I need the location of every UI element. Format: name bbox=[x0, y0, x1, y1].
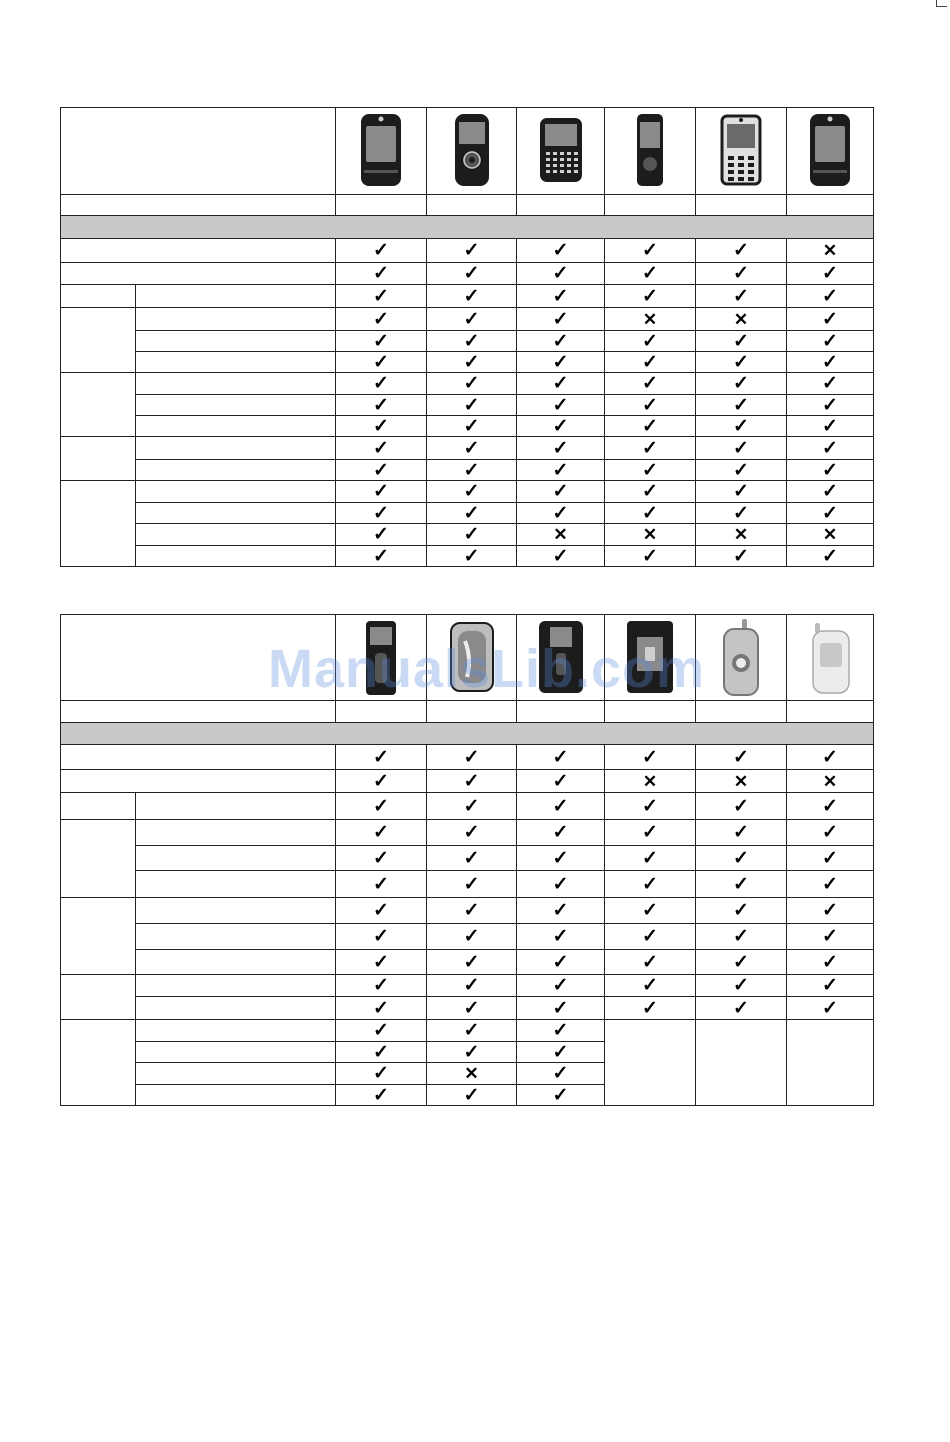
feature-label-cell bbox=[61, 263, 336, 285]
check-mark-icon: ✓ bbox=[787, 373, 874, 395]
cross-mark-icon: ✕ bbox=[427, 1063, 517, 1085]
check-mark-icon: ✓ bbox=[517, 871, 605, 898]
feature-sub-label-cell bbox=[136, 997, 336, 1020]
check-mark-icon: ✓ bbox=[427, 997, 517, 1020]
check-mark-icon: ✓ bbox=[787, 871, 874, 898]
check-mark-icon: ✓ bbox=[605, 546, 696, 567]
check-mark-icon: ✓ bbox=[605, 975, 696, 997]
feature-row bbox=[61, 460, 874, 481]
check-mark-icon: ✓ bbox=[696, 239, 787, 263]
model-name-row bbox=[61, 195, 874, 216]
check-mark-icon: ✓ bbox=[427, 975, 517, 997]
check-mark-icon: ✓ bbox=[336, 1020, 427, 1042]
model-name-cell bbox=[696, 195, 787, 216]
check-mark-icon: ✓ bbox=[605, 331, 696, 352]
feature-sub-label-cell bbox=[136, 546, 336, 567]
check-mark-icon: ✓ bbox=[427, 546, 517, 567]
check-mark-icon: ✓ bbox=[605, 373, 696, 395]
check-mark-icon: ✓ bbox=[427, 239, 517, 263]
feature-sub-label-cell bbox=[136, 950, 336, 975]
check-mark-icon: ✓ bbox=[517, 285, 605, 308]
check-mark-icon: ✓ bbox=[605, 950, 696, 975]
check-mark-icon: ✓ bbox=[696, 745, 787, 770]
merged-blank-cell bbox=[696, 1020, 787, 1106]
feature-row bbox=[61, 924, 874, 950]
feature-sub-label-cell bbox=[136, 975, 336, 997]
feature-sub-label-cell bbox=[136, 308, 336, 331]
check-mark-icon: ✓ bbox=[696, 820, 787, 846]
feature-row bbox=[61, 437, 874, 460]
check-mark-icon: ✓ bbox=[517, 950, 605, 975]
check-mark-icon: ✓ bbox=[336, 239, 427, 263]
check-mark-icon: ✓ bbox=[605, 503, 696, 524]
check-mark-icon: ✓ bbox=[605, 352, 696, 373]
check-mark-icon: ✓ bbox=[787, 352, 874, 373]
check-mark-icon: ✓ bbox=[696, 503, 787, 524]
check-mark-icon: ✓ bbox=[427, 308, 517, 331]
check-mark-icon: ✓ bbox=[336, 503, 427, 524]
check-mark-icon: ✓ bbox=[696, 416, 787, 437]
check-mark-icon: ✓ bbox=[427, 924, 517, 950]
feature-sub-label-cell bbox=[136, 1020, 336, 1042]
check-mark-icon: ✓ bbox=[427, 416, 517, 437]
feature-sub-label-cell bbox=[136, 1063, 336, 1085]
feature-sub-label-cell bbox=[136, 395, 336, 416]
check-mark-icon: ✓ bbox=[517, 373, 605, 395]
feature-sub-label-cell bbox=[136, 1042, 336, 1063]
feature-sub-label-cell bbox=[136, 871, 336, 898]
feature-sub-label-cell bbox=[136, 416, 336, 437]
pink-flip-phone-icon bbox=[787, 615, 874, 701]
check-mark-icon: ✓ bbox=[605, 924, 696, 950]
model-name-cell bbox=[787, 701, 874, 723]
check-mark-icon: ✓ bbox=[336, 308, 427, 331]
check-mark-icon: ✓ bbox=[336, 1042, 427, 1063]
check-mark-icon: ✓ bbox=[787, 416, 874, 437]
model-name-cell bbox=[787, 195, 874, 216]
feature-sub-label-cell bbox=[136, 793, 336, 820]
check-mark-icon: ✓ bbox=[427, 1085, 517, 1106]
check-mark-icon: ✓ bbox=[696, 898, 787, 924]
model-name-row bbox=[61, 701, 874, 723]
feature-row bbox=[61, 373, 874, 395]
feature-label-cell bbox=[61, 239, 336, 263]
check-mark-icon: ✓ bbox=[696, 395, 787, 416]
model-name-cell bbox=[605, 701, 696, 723]
check-mark-icon: ✓ bbox=[336, 524, 427, 546]
section-header-cell bbox=[61, 216, 874, 239]
cross-mark-icon: ✕ bbox=[605, 524, 696, 546]
check-mark-icon: ✓ bbox=[787, 820, 874, 846]
feature-row bbox=[61, 331, 874, 352]
check-mark-icon: ✓ bbox=[517, 745, 605, 770]
check-mark-icon: ✓ bbox=[336, 1085, 427, 1106]
feature-row bbox=[61, 820, 874, 846]
feature-row bbox=[61, 950, 874, 975]
check-mark-icon: ✓ bbox=[427, 745, 517, 770]
check-mark-icon: ✓ bbox=[787, 503, 874, 524]
check-mark-icon: ✓ bbox=[696, 793, 787, 820]
check-mark-icon: ✓ bbox=[517, 239, 605, 263]
check-mark-icon: ✓ bbox=[427, 871, 517, 898]
check-mark-icon: ✓ bbox=[517, 846, 605, 871]
cross-mark-icon: ✕ bbox=[605, 308, 696, 331]
check-mark-icon: ✓ bbox=[517, 1020, 605, 1042]
check-mark-icon: ✓ bbox=[336, 460, 427, 481]
check-mark-icon: ✓ bbox=[696, 546, 787, 567]
feature-group-cell bbox=[61, 898, 136, 975]
check-mark-icon: ✓ bbox=[605, 437, 696, 460]
feature-row bbox=[61, 793, 874, 820]
feature-group-cell bbox=[61, 437, 136, 481]
check-mark-icon: ✓ bbox=[696, 846, 787, 871]
check-mark-icon: ✓ bbox=[336, 481, 427, 503]
check-mark-icon: ✓ bbox=[787, 975, 874, 997]
model-name-cell bbox=[336, 701, 427, 723]
check-mark-icon: ✓ bbox=[336, 546, 427, 567]
antenna-flip-phone-icon bbox=[696, 615, 787, 701]
feature-group-cell bbox=[61, 373, 136, 437]
check-mark-icon: ✓ bbox=[605, 793, 696, 820]
feature-row bbox=[61, 285, 874, 308]
cross-mark-icon: ✕ bbox=[696, 770, 787, 793]
check-mark-icon: ✓ bbox=[427, 820, 517, 846]
model-name-cell bbox=[517, 195, 605, 216]
check-mark-icon: ✓ bbox=[427, 524, 517, 546]
check-mark-icon: ✓ bbox=[336, 416, 427, 437]
check-mark-icon: ✓ bbox=[336, 950, 427, 975]
check-mark-icon: ✓ bbox=[605, 846, 696, 871]
check-mark-icon: ✓ bbox=[517, 416, 605, 437]
check-mark-icon: ✓ bbox=[605, 395, 696, 416]
check-mark-icon: ✓ bbox=[787, 898, 874, 924]
check-mark-icon: ✓ bbox=[517, 481, 605, 503]
check-mark-icon: ✓ bbox=[696, 481, 787, 503]
check-mark-icon: ✓ bbox=[696, 950, 787, 975]
check-mark-icon: ✓ bbox=[696, 373, 787, 395]
check-mark-icon: ✓ bbox=[336, 997, 427, 1020]
feature-row bbox=[61, 416, 874, 437]
corner-crop-mark bbox=[936, 0, 947, 7]
feature-sub-label-cell bbox=[136, 352, 336, 373]
check-mark-icon: ✓ bbox=[336, 924, 427, 950]
model-name-cell bbox=[605, 195, 696, 216]
check-mark-icon: ✓ bbox=[605, 481, 696, 503]
feature-row bbox=[61, 975, 874, 997]
section-header-row bbox=[61, 723, 874, 745]
merged-blank-cell bbox=[605, 1020, 696, 1106]
feature-group-cell bbox=[61, 793, 136, 820]
feature-sub-label-cell bbox=[136, 524, 336, 546]
check-mark-icon: ✓ bbox=[427, 263, 517, 285]
check-mark-icon: ✓ bbox=[517, 898, 605, 924]
check-mark-icon: ✓ bbox=[517, 975, 605, 997]
check-mark-icon: ✓ bbox=[696, 997, 787, 1020]
feature-group-cell bbox=[61, 1020, 136, 1106]
merged-blank-cell bbox=[787, 1020, 874, 1106]
feature-row bbox=[61, 1020, 874, 1042]
check-mark-icon: ✓ bbox=[517, 1085, 605, 1106]
feature-sub-label-cell bbox=[136, 331, 336, 352]
check-mark-icon: ✓ bbox=[336, 373, 427, 395]
check-mark-icon: ✓ bbox=[696, 871, 787, 898]
feature-label-cell bbox=[61, 770, 336, 793]
check-mark-icon: ✓ bbox=[696, 352, 787, 373]
check-mark-icon: ✓ bbox=[605, 820, 696, 846]
check-mark-icon: ✓ bbox=[696, 331, 787, 352]
check-mark-icon: ✓ bbox=[336, 331, 427, 352]
feature-row bbox=[61, 239, 874, 263]
check-mark-icon: ✓ bbox=[787, 437, 874, 460]
feature-sub-label-cell bbox=[136, 437, 336, 460]
model-label-cell bbox=[61, 195, 336, 216]
check-mark-icon: ✓ bbox=[427, 373, 517, 395]
check-mark-icon: ✓ bbox=[427, 285, 517, 308]
watermark: ManualsLib.com bbox=[268, 639, 706, 699]
check-mark-icon: ✓ bbox=[517, 395, 605, 416]
model-name-cell bbox=[517, 701, 605, 723]
check-mark-icon: ✓ bbox=[605, 239, 696, 263]
qwerty-phone-icon bbox=[517, 108, 605, 195]
feature-row bbox=[61, 770, 874, 793]
check-mark-icon: ✓ bbox=[336, 352, 427, 373]
bar-phone-icon bbox=[696, 108, 787, 195]
check-mark-icon: ✓ bbox=[517, 820, 605, 846]
check-mark-icon: ✓ bbox=[336, 285, 427, 308]
check-mark-icon: ✓ bbox=[696, 437, 787, 460]
feature-row bbox=[61, 503, 874, 524]
check-mark-icon: ✓ bbox=[517, 997, 605, 1020]
check-mark-icon: ✓ bbox=[336, 871, 427, 898]
cross-mark-icon: ✕ bbox=[517, 524, 605, 546]
cross-mark-icon: ✕ bbox=[696, 524, 787, 546]
check-mark-icon: ✓ bbox=[427, 460, 517, 481]
feature-sub-label-cell bbox=[136, 924, 336, 950]
feature-group-cell bbox=[61, 481, 136, 567]
feature-sub-label-cell bbox=[136, 503, 336, 524]
feature-group-cell bbox=[61, 975, 136, 1020]
check-mark-icon: ✓ bbox=[787, 481, 874, 503]
feature-group-cell bbox=[61, 285, 136, 308]
check-mark-icon: ✓ bbox=[787, 997, 874, 1020]
check-mark-icon: ✓ bbox=[787, 924, 874, 950]
comparison-table-1 bbox=[60, 107, 874, 567]
check-mark-icon: ✓ bbox=[517, 1063, 605, 1085]
check-mark-icon: ✓ bbox=[605, 898, 696, 924]
cross-mark-icon: ✕ bbox=[787, 239, 874, 263]
feature-sub-label-cell bbox=[136, 1085, 336, 1106]
feature-sub-label-cell bbox=[136, 285, 336, 308]
check-mark-icon: ✓ bbox=[787, 285, 874, 308]
feature-sub-label-cell bbox=[136, 898, 336, 924]
check-mark-icon: ✓ bbox=[605, 416, 696, 437]
check-mark-icon: ✓ bbox=[336, 820, 427, 846]
check-mark-icon: ✓ bbox=[427, 793, 517, 820]
check-mark-icon: ✓ bbox=[427, 1020, 517, 1042]
check-mark-icon: ✓ bbox=[517, 263, 605, 285]
check-mark-icon: ✓ bbox=[787, 950, 874, 975]
check-mark-icon: ✓ bbox=[517, 352, 605, 373]
check-mark-icon: ✓ bbox=[427, 481, 517, 503]
check-mark-icon: ✓ bbox=[787, 263, 874, 285]
check-mark-icon: ✓ bbox=[336, 437, 427, 460]
slim-slider-phone-icon bbox=[605, 108, 696, 195]
model-name-cell bbox=[427, 701, 517, 723]
check-mark-icon: ✓ bbox=[517, 924, 605, 950]
feature-row bbox=[61, 524, 874, 546]
feature-row bbox=[61, 871, 874, 898]
cross-mark-icon: ✕ bbox=[605, 770, 696, 793]
check-mark-icon: ✓ bbox=[336, 793, 427, 820]
feature-sub-label-cell bbox=[136, 846, 336, 871]
check-mark-icon: ✓ bbox=[605, 745, 696, 770]
check-mark-icon: ✓ bbox=[605, 460, 696, 481]
check-mark-icon: ✓ bbox=[787, 395, 874, 416]
feature-row bbox=[61, 308, 874, 331]
check-mark-icon: ✓ bbox=[605, 263, 696, 285]
check-mark-icon: ✓ bbox=[427, 846, 517, 871]
check-mark-icon: ✓ bbox=[336, 745, 427, 770]
check-mark-icon: ✓ bbox=[787, 331, 874, 352]
check-mark-icon: ✓ bbox=[336, 770, 427, 793]
check-mark-icon: ✓ bbox=[517, 460, 605, 481]
check-mark-icon: ✓ bbox=[336, 263, 427, 285]
feature-row bbox=[61, 745, 874, 770]
flip-phone-icon bbox=[336, 108, 427, 195]
check-mark-icon: ✓ bbox=[517, 437, 605, 460]
feature-row bbox=[61, 263, 874, 285]
check-mark-icon: ✓ bbox=[787, 846, 874, 871]
check-mark-icon: ✓ bbox=[517, 308, 605, 331]
check-mark-icon: ✓ bbox=[336, 846, 427, 871]
feature-row bbox=[61, 997, 874, 1020]
header-label-cell bbox=[61, 108, 336, 195]
feature-row bbox=[61, 546, 874, 567]
check-mark-icon: ✓ bbox=[427, 950, 517, 975]
feature-group-cell bbox=[61, 820, 136, 898]
check-mark-icon: ✓ bbox=[787, 308, 874, 331]
check-mark-icon: ✓ bbox=[696, 285, 787, 308]
feature-row bbox=[61, 898, 874, 924]
check-mark-icon: ✓ bbox=[427, 898, 517, 924]
check-mark-icon: ✓ bbox=[427, 331, 517, 352]
check-mark-icon: ✓ bbox=[336, 1063, 427, 1085]
check-mark-icon: ✓ bbox=[336, 975, 427, 997]
check-mark-icon: ✓ bbox=[605, 285, 696, 308]
check-mark-icon: ✓ bbox=[787, 460, 874, 481]
feature-sub-label-cell bbox=[136, 481, 336, 503]
cross-mark-icon: ✕ bbox=[787, 770, 874, 793]
model-name-cell bbox=[427, 195, 517, 216]
check-mark-icon: ✓ bbox=[696, 263, 787, 285]
feature-row bbox=[61, 395, 874, 416]
feature-row bbox=[61, 846, 874, 871]
check-mark-icon: ✓ bbox=[336, 395, 427, 416]
check-mark-icon: ✓ bbox=[336, 898, 427, 924]
check-mark-icon: ✓ bbox=[427, 770, 517, 793]
check-mark-icon: ✓ bbox=[427, 352, 517, 373]
check-mark-icon: ✓ bbox=[517, 546, 605, 567]
check-mark-icon: ✓ bbox=[787, 793, 874, 820]
check-mark-icon: ✓ bbox=[427, 1042, 517, 1063]
check-mark-icon: ✓ bbox=[517, 1042, 605, 1063]
check-mark-icon: ✓ bbox=[427, 437, 517, 460]
flip-phone-icon bbox=[787, 108, 874, 195]
feature-sub-label-cell bbox=[136, 460, 336, 481]
check-mark-icon: ✓ bbox=[517, 770, 605, 793]
check-mark-icon: ✓ bbox=[605, 997, 696, 1020]
cross-mark-icon: ✕ bbox=[696, 308, 787, 331]
check-mark-icon: ✓ bbox=[787, 546, 874, 567]
section-header-row bbox=[61, 216, 874, 239]
feature-group-cell bbox=[61, 308, 136, 373]
check-mark-icon: ✓ bbox=[605, 871, 696, 898]
phone-image-row bbox=[61, 108, 874, 195]
check-mark-icon: ✓ bbox=[517, 793, 605, 820]
check-mark-icon: ✓ bbox=[517, 503, 605, 524]
model-name-cell bbox=[696, 701, 787, 723]
model-name-cell bbox=[336, 195, 427, 216]
feature-label-cell bbox=[61, 745, 336, 770]
check-mark-icon: ✓ bbox=[787, 745, 874, 770]
cross-mark-icon: ✕ bbox=[787, 524, 874, 546]
feature-sub-label-cell bbox=[136, 820, 336, 846]
feature-row bbox=[61, 352, 874, 373]
slider-phone-icon bbox=[427, 108, 517, 195]
check-mark-icon: ✓ bbox=[696, 460, 787, 481]
check-mark-icon: ✓ bbox=[427, 395, 517, 416]
model-label-cell bbox=[61, 701, 336, 723]
check-mark-icon: ✓ bbox=[427, 503, 517, 524]
check-mark-icon: ✓ bbox=[696, 975, 787, 997]
feature-row bbox=[61, 481, 874, 503]
section-header-cell bbox=[61, 723, 874, 745]
check-mark-icon: ✓ bbox=[696, 924, 787, 950]
check-mark-icon: ✓ bbox=[517, 331, 605, 352]
feature-sub-label-cell bbox=[136, 373, 336, 395]
